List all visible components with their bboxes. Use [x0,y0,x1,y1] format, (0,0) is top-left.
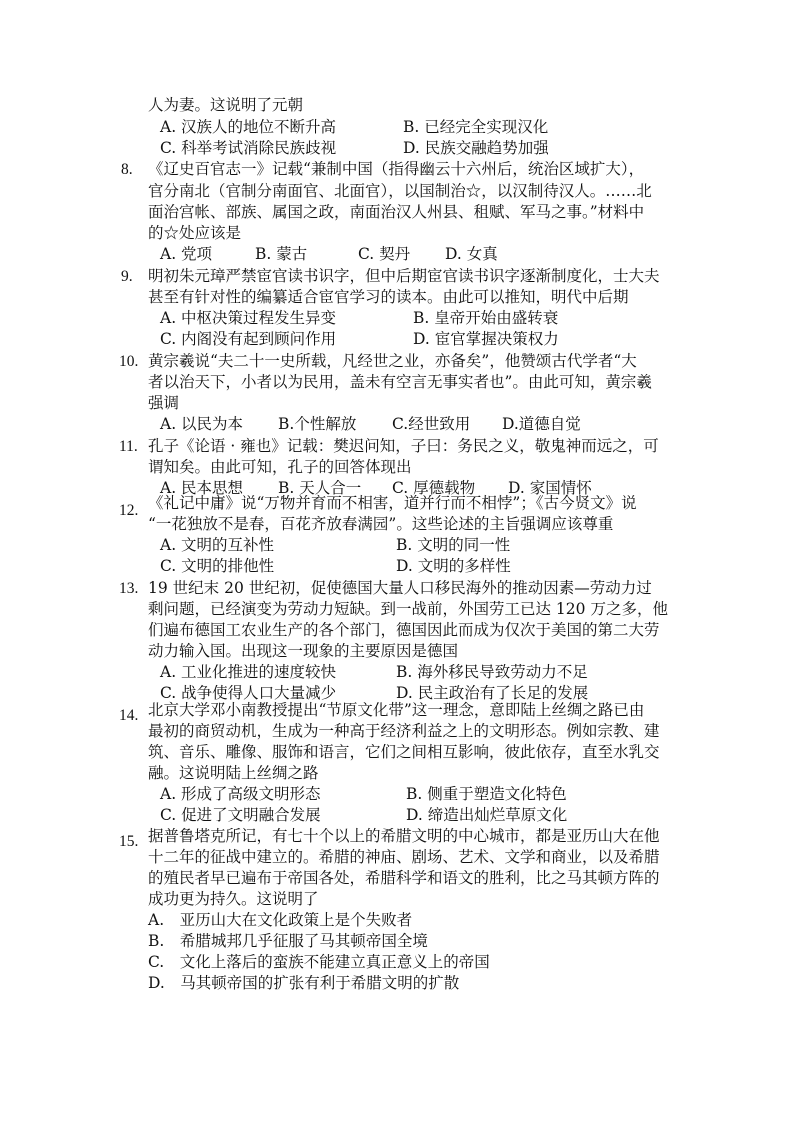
q10-stem-line-1: 黄宗羲说“夫二十一史所载，凡经世之业，亦备矣”，他赞颂古代学者“大 [148,352,637,370]
q14-option-d: D. 缔造出灿烂草原文化 [406,806,568,824]
q9-option-b: B. 皇帝开始由盛转衰 [413,309,559,327]
q14-stem-line-3: 筑、音乐、雕像、服饰和语言，它们之间相互影响，彼此依存，直至水乳交 [148,743,660,761]
q11-stem-line-2: 谓知矣。由此可知，孔子的回答体现出 [148,458,412,476]
q12-option-b: B. 文明的同一性 [396,536,511,554]
q9-option-a: A. 中枢决策过程发生异变 [160,309,337,327]
q9-number: 9. [121,268,133,285]
q15-option-a: A. 亚历山大在文化政策上是个失败者 [148,911,413,929]
q8-stem-line-3: 面治宫帐、部族、属国之政，南面治汉人州县、租赋、军马之事。”材料中 [148,203,645,221]
q13-stem-line-3: 们遍布德国工农业生产的各个部门，德国因此而成为仅次于美国的第二大劳 [148,621,660,639]
q14-stem-line-2: 最初的商贸动机，生成为一种高于经济利益之上的文明形态。例如宗教、建 [148,722,660,740]
q15-option-d: D. 马其顿帝国的扩张有利于希腊文明的扩散 [148,974,460,992]
q12-option-c: C. 文明的排他性 [160,557,275,575]
q11-option-d: D. 家国情怀 [508,479,592,497]
q14-stem-line-4: 融。这说明陆上丝绸之路 [148,764,319,782]
q15-stem-line-2: 十二年的征战中建立的。希腊的神庙、剧场、艺术、文学和商业，以及希腊 [148,848,660,866]
q15-stem-line-3: 的殖民者早已遍布于帝国各处，希腊科学和语文的胜利，比之马其顿方阵的 [148,869,660,887]
q8-number: 8. [121,161,133,178]
q7-option-b: B. 已经完全实现汉化 [403,118,549,136]
q7-option-c: C. 科举考试消除民族歧视 [160,139,337,157]
q13-option-b: B. 海外移民导致劳动力不足 [396,663,588,681]
q10-stem-line-2: 者以治天下，小者以为民用，盖未有空言无事实者也”。由此可知，黄宗羲 [148,373,652,391]
q15-option-c: C. 文化上落后的蛮族不能建立真正意义上的帝国 [148,953,490,971]
q10-option-c: C.经世致用 [392,415,471,433]
q15-option-b: B. 希腊城邦几乎征服了马其顿帝国全境 [148,932,428,950]
q11-stem-line-1: 孔子《论语 · 雍也》记载：樊迟问知，子曰：务民之义，敬鬼神而远之，可 [148,437,659,455]
q12-number: 12. [119,502,139,519]
q15-stem-line-1: 据普鲁塔克所记，有七十个以上的希腊文明的中心城市，都是亚历山大在他 [148,827,660,845]
q13-stem-line-4: 动力输入国。出现这一现象的主要原因是德国 [148,642,459,660]
q14-option-c: C. 促进了文明融合发展 [160,806,321,824]
q10-option-b: B.个性解放 [278,415,357,433]
q11-option-a: A. 民本思想 [160,479,244,497]
q10-option-d: D.道德自觉 [502,415,581,433]
q8-stem-line-2: 官分南北（官制分南面官、北面官），以国制治☆，以汉制待汉人。……北 [148,182,652,200]
q13-stem-line-2: 剩问题，已经演变为劳动力短缺。到一战前，外国劳工已达 120 万之多，他 [148,600,668,618]
q15-number: 15. [119,833,139,850]
q7-stem-tail: 人为妻。这说明了元朝 [148,96,304,114]
q13-number: 13. [119,580,139,597]
q10-number: 10. [119,353,139,370]
q15-stem-line-4: 成功更为持久。这说明了 [148,890,319,908]
q14-number: 14. [119,707,139,724]
q10-option-a: A. 以民为本 [160,415,244,433]
q8-stem-line-1: 《辽史百官志一》记载“兼制中国（指得幽云十六州后，统治区域扩大）， [148,160,645,178]
q14-stem-line-1: 北京大学邓小南教授提出“节原文化带”这一理念，意即陆上丝绸之路已由 [148,701,645,719]
q13-option-d: D. 民主政治有了长足的发展 [396,684,589,702]
q9-option-c: C. 内阁没有起到顾问作用 [160,330,337,348]
q8-option-c: C. 契丹 [358,245,411,263]
q9-stem-line-1: 明初朱元璋严禁宦官读书识字，但中后期宦官读书识字逐渐制度化，士大夫 [148,267,660,285]
q13-option-c: C. 战争使得人口大量减少 [160,684,337,702]
q14-option-b: B. 侧重于塑造文化特色 [406,785,567,803]
q12-stem-line-2: “一花独放不是春，百花齐放春满园”。这些论述的主旨强调应该尊重 [148,515,614,533]
q11-number: 11. [119,438,138,455]
q13-stem-line-1: 19 世纪末 20 世纪初，促使德国大量人口移民海外的推动因素—劳动力过 [148,579,652,597]
q12-stem-line-1: 《礼记中庸》说“万物并育而不相害，道并行而不相悖”；《古今贤文》说 [148,494,637,512]
q14-option-a: A. 形成了高级文明形态 [160,785,321,803]
q13-option-a: A. 工业化推进的速度较快 [160,663,337,681]
q7-option-a: A. 汉族人的地位不断升高 [160,118,337,136]
q11-option-c: C. 厚德载物 [392,479,476,497]
q11-option-b: B. 天人合一 [278,479,362,497]
q9-option-d: D. 宦官掌握决策权力 [413,330,559,348]
q9-stem-line-2: 甚至有针对性的编纂适合宦官学习的读本。由此可以推知，明代中后期 [148,288,629,306]
q8-option-a: A. 党项 [160,245,213,263]
q8-stem-line-4: 的☆处应该是 [148,224,242,242]
q8-option-d: D. 女真 [445,245,498,263]
q10-stem-line-3: 强调 [148,394,180,412]
q12-option-d: D. 文明的多样性 [396,557,511,575]
q12-option-a: A. 文明的互补性 [160,536,275,554]
q7-option-d: D. 民族交融趋势加强 [403,139,549,157]
q8-option-b: B. 蒙古 [255,245,308,263]
